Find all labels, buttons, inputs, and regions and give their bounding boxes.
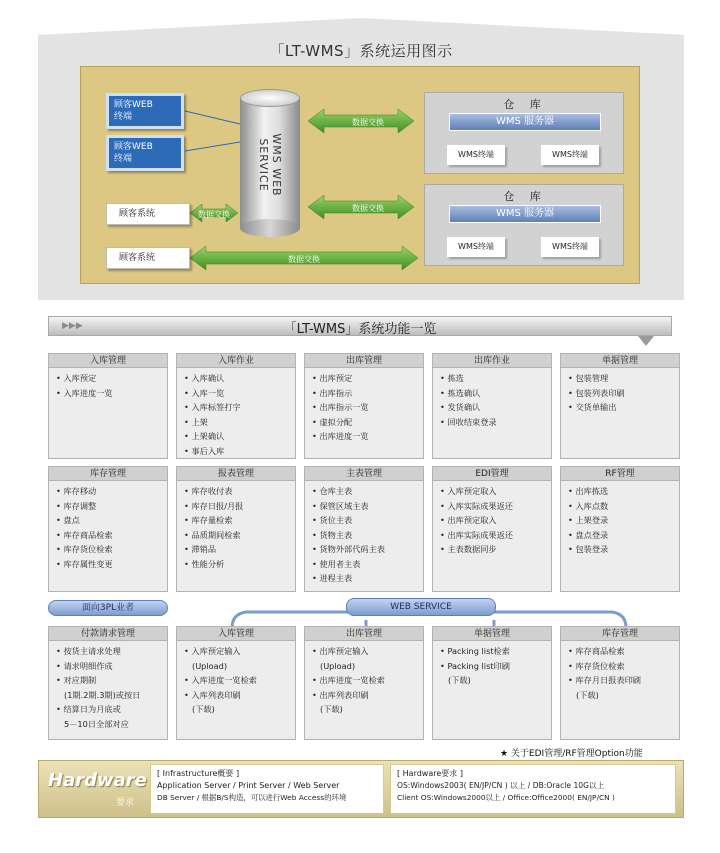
- func-box-outbound-ops: [432, 353, 552, 459]
- client-system-1: 顾客系统: [106, 203, 190, 225]
- warehouse-1: [424, 92, 624, 174]
- list-item: • 性能分析: [184, 558, 225, 569]
- list-item: • 盘点登录: [568, 529, 609, 540]
- list-item: • 出库指示一览: [312, 402, 369, 412]
- list-item: • 使用者主表: [312, 558, 361, 569]
- cylinder-top: [240, 89, 300, 107]
- func-box-title: EDI管理: [433, 467, 551, 481]
- warehouse-title: 仓 库: [503, 98, 547, 111]
- hardware-subtitle: 要求: [116, 798, 135, 808]
- req-title: [ Hardware要求 ]: [397, 769, 463, 778]
- list-item: • 出库进度一览: [312, 431, 369, 441]
- func-box-title: 出库管理: [305, 354, 423, 368]
- list-item: 5－10日全部对应: [64, 718, 129, 729]
- func-box-document-mgmt: [560, 353, 680, 459]
- functions-title: 「LT-WMS」系统功能一览: [283, 322, 437, 337]
- infrastructure-box: [150, 764, 384, 814]
- web-service-badge: WEB SERVICE: [346, 598, 496, 616]
- list-item: • 发货确认: [440, 402, 481, 412]
- wms-terminal: WMS终端: [447, 237, 505, 257]
- func-list: [177, 481, 295, 573]
- func-box-title: 付款请求管理: [49, 627, 167, 641]
- func-box-title: 单据管理: [561, 354, 679, 368]
- client-web-terminal-2: [106, 135, 184, 171]
- list-item: (下载): [192, 704, 215, 714]
- list-item: • 虚拟分配: [312, 416, 353, 427]
- list-item: • 入库点数: [568, 500, 609, 511]
- list-item: • 请求明细作成: [56, 660, 113, 671]
- func-box-web-inventory: [560, 626, 680, 740]
- list-item: • 货位主表: [312, 515, 353, 525]
- list-item: • 对应期制: [56, 675, 97, 685]
- list-item: (下载): [448, 675, 471, 685]
- func-list: [433, 641, 551, 690]
- list-item: • 库存月日报表印刷: [568, 675, 641, 685]
- list-item: • 库存货位检索: [568, 660, 625, 671]
- client-web-terminal-1: [106, 93, 184, 129]
- func-box-billing-mgmt: [48, 626, 168, 740]
- list-item: • 出库列表印刷: [312, 689, 369, 700]
- func-list: [49, 481, 167, 573]
- func-list: [177, 641, 295, 719]
- list-item: • 事后入库: [184, 445, 225, 456]
- list-item: (下载): [320, 704, 343, 714]
- func-box-master-mgmt: [304, 466, 424, 592]
- list-item: • 出库预定取入: [440, 515, 497, 525]
- func-list: [561, 481, 679, 559]
- exchange-label-1: 数据交换: [352, 118, 384, 127]
- list-item: (1期.2期.3期)或按日: [64, 689, 141, 700]
- func-list: [49, 368, 167, 402]
- list-item: • 交货单输出: [568, 402, 617, 412]
- list-item: • 出库预定输入: [312, 646, 369, 656]
- list-item: • 按货主请求处理: [56, 646, 121, 656]
- architecture-title: 「LT-WMS」系统运用图示: [269, 42, 453, 60]
- func-box-web-documents: [432, 626, 552, 740]
- func-list: [49, 641, 167, 733]
- arrow-down-icon: [636, 334, 656, 348]
- list-item: • 包装登录: [568, 544, 609, 554]
- list-item: • 入库预定输入: [184, 646, 241, 656]
- list-item: • 出库指示: [312, 387, 353, 398]
- func-box-inbound-mgmt: [48, 353, 168, 459]
- list-item: • 上架登录: [568, 515, 609, 525]
- infra-line: DB Server / 根据B/S构造，可以进行Web Access的环境: [157, 793, 347, 802]
- func-box-title: 入库作业: [177, 354, 295, 368]
- client-web-label: 终端: [114, 112, 133, 122]
- wms-server: WMS 服务器: [449, 205, 601, 223]
- func-list: [561, 641, 679, 704]
- list-item: • 入库一览: [184, 387, 225, 398]
- web-service-label: WMS WEB SERVICE: [257, 133, 283, 197]
- func-list: [305, 641, 423, 719]
- func-box-title: 入库管理: [49, 354, 167, 368]
- list-item: • 出库进度一览检索: [312, 675, 385, 685]
- exchange-label-4: 数据交换: [288, 255, 320, 264]
- list-item: • 入库实际成果返还: [440, 500, 513, 511]
- func-box-edi-mgmt: [432, 466, 552, 592]
- list-item: • 出库预定: [312, 373, 353, 383]
- list-item: • 拣选: [440, 373, 464, 383]
- list-item: • 库存调整: [56, 500, 97, 511]
- client-web-label: 顾客WEB: [114, 100, 153, 110]
- hardware-logo: Hardware: [48, 770, 147, 791]
- list-item: • 品质期间检索: [184, 529, 241, 540]
- list-item: • 入库确认: [184, 373, 225, 383]
- list-item: • 库存日报/月报: [184, 500, 244, 511]
- list-item: • 库存货位检索: [56, 544, 113, 554]
- wms-terminal: WMS终端: [541, 145, 599, 165]
- func-box-rf-mgmt: [560, 466, 680, 592]
- func-box-web-outbound: [304, 626, 424, 740]
- func-box-title: 库存管理: [561, 627, 679, 641]
- link-client-1: [185, 111, 240, 124]
- list-item: • 上架确认: [184, 431, 225, 441]
- hardware-requirements-box: [390, 764, 676, 814]
- func-box-title: RF管理: [561, 467, 679, 481]
- client-system-2: 顾客系统: [106, 247, 190, 269]
- list-item: • 库存商品检索: [568, 646, 625, 656]
- func-box-inventory-mgmt: [48, 466, 168, 592]
- exchange-label-3: 数据交换: [198, 210, 230, 219]
- wms-terminal: WMS终端: [447, 145, 505, 165]
- func-box-outbound-mgmt: [304, 353, 424, 459]
- list-item: • 出库拣选: [568, 486, 609, 496]
- func-list: [433, 368, 551, 431]
- func-list: [177, 368, 295, 460]
- func-box-title: 主表管理: [305, 467, 423, 481]
- func-box-inbound-ops: [176, 353, 296, 459]
- func-box-title: 报表管理: [177, 467, 295, 481]
- warehouse-title: 仓 库: [503, 190, 547, 203]
- infra-title: [ Infrastructure概要 ]: [157, 769, 240, 778]
- list-item: • 回收结束登录: [440, 416, 497, 427]
- func-box-web-inbound: [176, 626, 296, 740]
- list-item: • 包装列表印刷: [568, 387, 625, 398]
- list-item: • 货物主表: [312, 529, 353, 540]
- list-item: • 盘点: [56, 515, 80, 525]
- func-box-title: 出库作业: [433, 354, 551, 368]
- list-item: • 出库实际成果返还: [440, 529, 513, 540]
- list-item: • 入库标签打字: [184, 402, 241, 412]
- func-box-title: 入库管理: [177, 627, 295, 641]
- option-note: ★ 关于EDI管理/RF管理Option功能: [500, 749, 643, 759]
- infra-line: Application Server / Print Server / Web Server: [157, 781, 340, 790]
- third-party-badge: 面向3PL业者: [48, 600, 168, 616]
- wms-server: WMS 服务器: [449, 113, 601, 131]
- list-item: • Packing list印刷: [440, 660, 510, 671]
- func-box-title: 出库管理: [305, 627, 423, 641]
- chevron-right-icon: ▶▶▶: [62, 321, 83, 331]
- list-item: • 库存移动: [56, 486, 97, 496]
- func-box-report-mgmt: [176, 466, 296, 592]
- exchange-label-2: 数据交换: [352, 204, 384, 213]
- list-item: • 入库预定取入: [440, 486, 497, 496]
- func-box-title: 库存管理: [49, 467, 167, 481]
- req-line: Client OS:Windows2000以上 / Office:Office2000( EN/JP/CN ): [397, 793, 615, 802]
- list-item: • 进程主表: [312, 573, 353, 583]
- list-item: • 结算日为月底或: [56, 704, 121, 714]
- func-list: [305, 481, 423, 588]
- list-item: • 库存属性变更: [56, 558, 113, 569]
- list-item: (Upload): [192, 660, 228, 671]
- link-client-2: [185, 142, 240, 151]
- list-item: • 滞销品: [184, 544, 217, 554]
- client-web-label: 终端: [114, 154, 133, 164]
- client-web-label: 顾客WEB: [114, 142, 153, 152]
- list-item: • 仓库主表: [312, 486, 353, 496]
- list-item: (Upload): [320, 660, 356, 671]
- list-item: • 货物外部代码主表: [312, 544, 385, 554]
- func-list: [305, 368, 423, 446]
- list-item: • 上架: [184, 416, 208, 427]
- list-item: (下载): [576, 689, 599, 700]
- list-item: • 库存收付表: [184, 486, 233, 496]
- func-list: [433, 481, 551, 559]
- list-item: • 包装管理: [568, 373, 609, 383]
- list-item: • 入库预定: [56, 373, 97, 383]
- list-item: • 主表数据同步: [440, 544, 497, 554]
- req-line: OS:Windows2003( EN/JP/CN ) 以上 / DB:Oracle 10G以上: [397, 781, 605, 790]
- list-item: • Packing list检索: [440, 646, 510, 656]
- wms-terminal: WMS终端: [541, 237, 599, 257]
- list-item: • 入库列表印刷: [184, 689, 241, 700]
- list-item: • 入库进度一览检索: [184, 675, 257, 685]
- func-box-title: 单据管理: [433, 627, 551, 641]
- list-item: • 库存量检索: [184, 515, 233, 525]
- list-item: • 入库进度一览: [56, 387, 113, 398]
- warehouse-2: [424, 184, 624, 266]
- list-item: • 保管区域主表: [312, 500, 369, 511]
- list-item: • 拣选确认: [440, 387, 481, 398]
- list-item: • 库存商品检索: [56, 529, 113, 540]
- func-list: [561, 368, 679, 417]
